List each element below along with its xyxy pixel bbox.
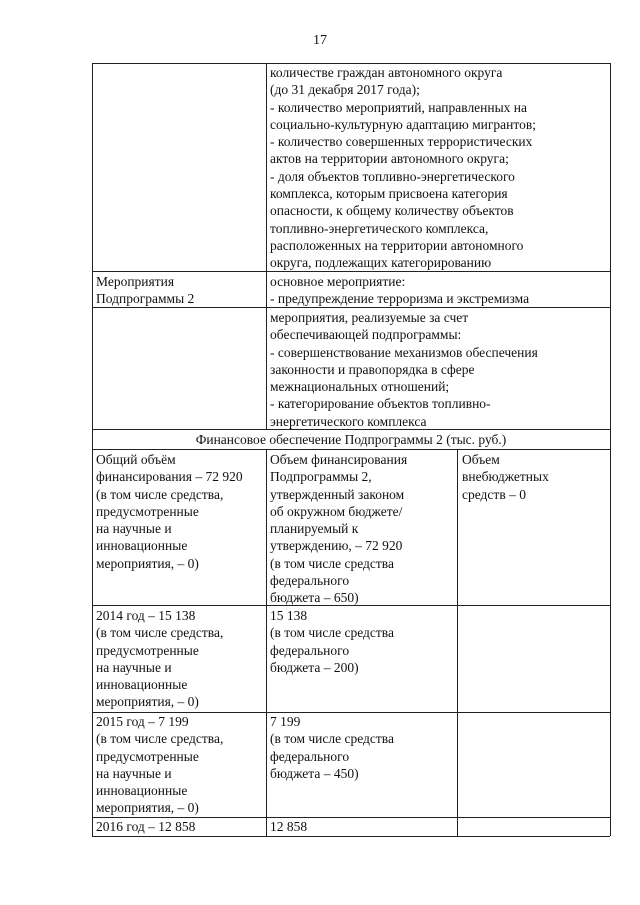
text-line: 15 138 [270, 608, 308, 623]
finance-2014-total [96, 607, 223, 711]
text-line: на научные и [96, 659, 172, 675]
rule-col-split-1 [266, 449, 267, 836]
text-line: Объем [462, 452, 500, 467]
text-line: внебюджетных [462, 469, 549, 485]
rule-col-split-top [266, 63, 267, 429]
text-line: (в том числе средства [270, 625, 394, 641]
rule-col-split-2 [457, 449, 458, 836]
measures-support [270, 309, 538, 430]
text-line: инновационные [96, 677, 188, 693]
text-line: Мероприятия [96, 274, 175, 289]
text-line: мероприятия, – 0) [96, 800, 199, 816]
page-number: 17 [313, 33, 327, 48]
text-line: опасности, к общему количеству объектов [270, 203, 514, 219]
text-line: (в том числе средства [270, 731, 394, 747]
text-line: бюджета – 650) [270, 590, 359, 606]
text-line: бюджета – 200) [270, 659, 359, 675]
text-line: мероприятия, реализуемые за счет [270, 310, 469, 325]
text-line: социально-культурную адаптацию мигрантов; [270, 116, 536, 132]
text-line: средств – 0 [462, 486, 526, 502]
text-line: количестве граждан автономного округа [270, 65, 503, 80]
text-line: - совершенствование механизмов обеспечения [270, 344, 538, 360]
text-line: (в том числе средства [270, 555, 394, 571]
text-line: округа, подлежащих категорированию [270, 255, 492, 271]
text-line: инновационные [96, 783, 188, 799]
text-line: обеспечивающей подпрограммы: [270, 327, 462, 343]
text-line: финансирования – 72 920 [96, 469, 243, 485]
text-line: федерального [270, 642, 350, 658]
text-line: утвержденный законом [270, 486, 405, 502]
text-line: мероприятия, – 0) [96, 694, 199, 710]
text-line: - предупреждение терроризма и экстремизма [270, 291, 530, 307]
finance-total-cell [96, 451, 243, 572]
text-line: законности и правопорядка в сфере [270, 361, 475, 377]
finance-2014-budget [270, 607, 394, 676]
finance-budget-cell [270, 451, 407, 607]
text-line: бюджета – 450) [270, 765, 359, 781]
finance-title: Финансовое обеспечение Подпрограммы 2 (тыс. руб.) [195, 432, 507, 447]
text-line: основное мероприятие: [270, 274, 406, 289]
rule-title-bottom [92, 449, 610, 450]
targets-text [270, 64, 536, 272]
text-line: - количество совершенных террористических [270, 134, 533, 150]
finance-2016-budget [270, 818, 307, 835]
text-line: на научные и [96, 765, 172, 781]
text-line: 2016 год – 12 858 [96, 819, 196, 834]
finance-2015-total [96, 713, 223, 817]
text-line: - количество мероприятий, направленных на [270, 99, 528, 115]
text-line: топливно-энергетического комплекса, [270, 220, 489, 236]
text-line: энергетического комплекса [270, 413, 427, 429]
text-line: актов на территории автономного округа; [270, 151, 509, 167]
text-line: (в том числе средства, [96, 625, 224, 641]
text-line: (в том числе средства, [96, 731, 224, 747]
rule-left [92, 63, 93, 836]
finance-2015-budget [270, 713, 394, 782]
text-line: утверждению, – 72 920 [270, 538, 403, 554]
text-line: 2015 год – 7 199 [96, 714, 189, 729]
text-line: межнациональных отношений; [270, 379, 450, 395]
text-line: - доля объектов топливно-энергетического [270, 168, 515, 184]
rule-right [610, 63, 611, 836]
text-line: Подпрограммы 2, [270, 469, 372, 485]
text-line: предусмотренные [96, 642, 199, 658]
text-line: 2014 год – 15 138 [96, 608, 196, 623]
finance-extrabudget-cell [462, 451, 549, 503]
finance-2016-total [96, 818, 195, 835]
text-line: инновационные [96, 538, 188, 554]
text-line: Объем финансирования [270, 452, 408, 467]
text-line: Общий объём [96, 452, 176, 467]
text-line: мероприятия, – 0) [96, 555, 199, 571]
text-line: федерального [270, 748, 350, 764]
measures-basic [270, 273, 529, 308]
text-line: 7 199 [270, 714, 301, 729]
text-line: комплекса, которым присвоена категория [270, 186, 508, 202]
text-line: расположенных на территории автономного [270, 237, 524, 253]
text-line: на научные и [96, 521, 172, 537]
text-line: об окружном бюджете/ [270, 503, 403, 519]
measures-label [96, 273, 194, 308]
text-line: предусмотренные [96, 503, 199, 519]
text-line: федерального [270, 573, 350, 589]
text-line: (в том числе средства, [96, 486, 224, 502]
text-line: (до 31 декабря 2017 года); [270, 82, 420, 98]
text-line: планируемый к [270, 521, 359, 537]
text-line: 12 858 [270, 819, 308, 834]
text-line: Подпрограммы 2 [96, 291, 195, 307]
text-line: предусмотренные [96, 748, 199, 764]
text-line: - категорирование объектов топливно- [270, 396, 491, 412]
rule-table-bottom [92, 836, 610, 837]
